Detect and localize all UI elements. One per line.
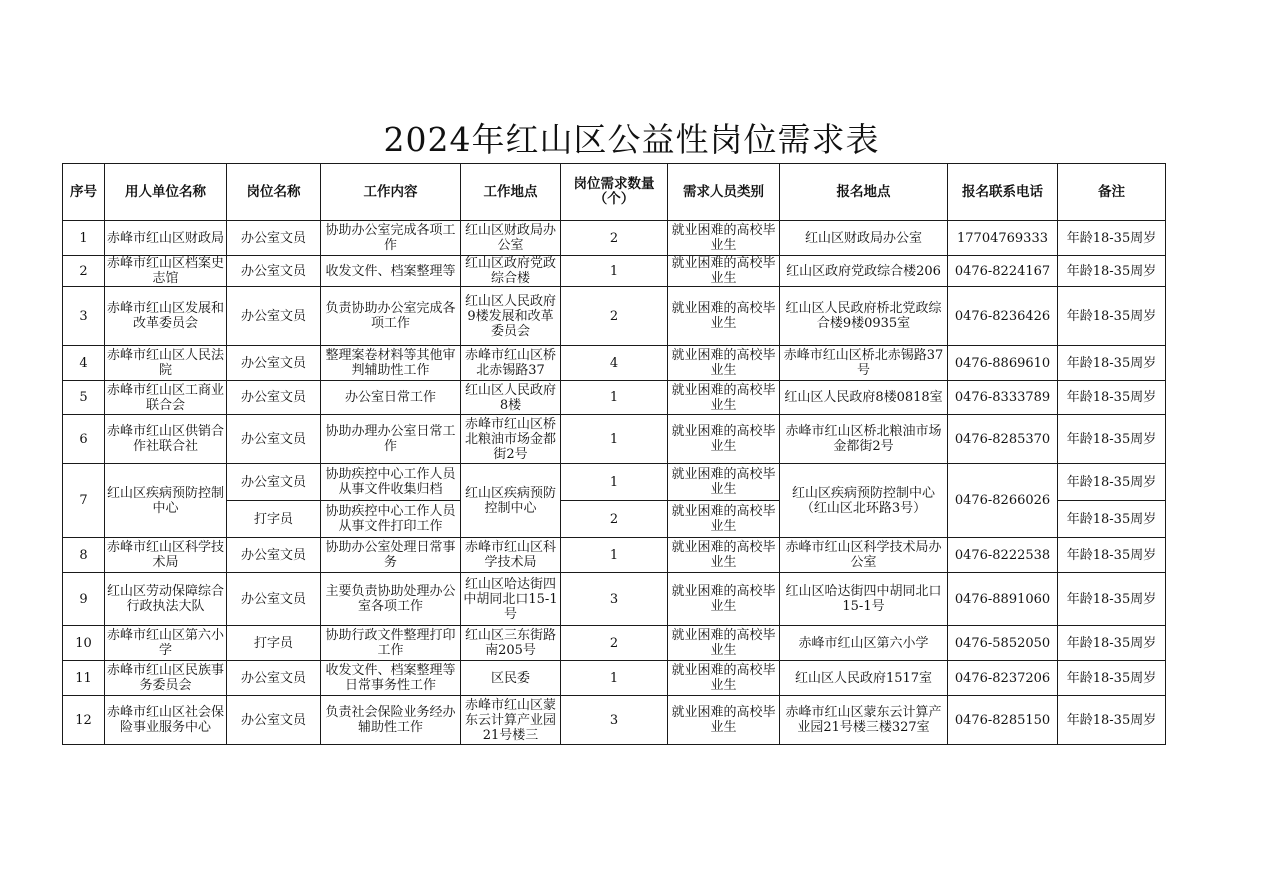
table-header-row: [63, 164, 1166, 221]
cell-reg-place: 赤峰市红山区第六小学: [780, 626, 948, 661]
header-count: 岗位需求数量（个）: [561, 164, 668, 221]
cell-phone: 0476-8285150: [948, 696, 1058, 745]
cell-location: 赤峰市红山区桥北粮油市场金都街2号: [461, 415, 561, 464]
cell-post: 办公室文员: [227, 538, 321, 573]
table-row: [63, 538, 1166, 573]
table-row: [63, 346, 1166, 381]
table-row: [63, 221, 1166, 256]
cell-content: 协助办理办公室日常工作: [321, 415, 461, 464]
cell-unit: 赤峰市红山区人民法院: [105, 346, 227, 381]
cell-count: 2: [561, 221, 668, 256]
cell-no: 1: [63, 221, 105, 256]
cell-content: 协助办公室完成各项工作: [321, 221, 461, 256]
cell-reg-place: 红山区哈达街四中胡同北口15-1号: [780, 573, 948, 626]
cell-post: 办公室文员: [227, 464, 321, 501]
cell-phone: 0476-8891060: [948, 573, 1058, 626]
cell-type: 就业困难的高校毕业生: [668, 381, 780, 415]
cell-type: 就业困难的高校毕业生: [668, 415, 780, 464]
cell-phone: 0476-8237206: [948, 661, 1058, 696]
cell-post: 办公室文员: [227, 256, 321, 287]
cell-content: 协助疾控中心工作人员从事文件打印工作: [321, 501, 461, 538]
cell-location: 区民委: [461, 661, 561, 696]
cell-unit: 赤峰市红山区档案史志馆: [105, 256, 227, 287]
cell-note: 年龄18-35周岁: [1058, 573, 1166, 626]
cell-unit: 赤峰市红山区第六小学: [105, 626, 227, 661]
cell-unit: 赤峰市红山区民族事务委员会: [105, 661, 227, 696]
cell-reg-place: 赤峰市红山区科学技术局办公室: [780, 538, 948, 573]
table-row: [63, 256, 1166, 287]
header-phone: 报名联系电话: [948, 164, 1058, 221]
table-row: [63, 464, 1166, 501]
cell-post: 办公室文员: [227, 221, 321, 256]
cell-type: 就业困难的高校毕业生: [668, 696, 780, 745]
cell-type: 就业困难的高校毕业生: [668, 464, 780, 501]
cell-reg-place: 赤峰市红山区蒙东云计算产业园21号楼三楼327室: [780, 696, 948, 745]
cell-no: 7: [63, 464, 105, 538]
cell-unit: 赤峰市红山区科学技术局: [105, 538, 227, 573]
cell-post: 办公室文员: [227, 415, 321, 464]
cell-reg-place: 红山区人民政府1517室: [780, 661, 948, 696]
cell-reg-place: 赤峰市红山区桥北粮油市场金都街2号: [780, 415, 948, 464]
cell-reg-place: 赤峰市红山区桥北赤锡路37号: [780, 346, 948, 381]
cell-no: 5: [63, 381, 105, 415]
cell-reg-place: 红山区政府党政综合楼206: [780, 256, 948, 287]
cell-no: 4: [63, 346, 105, 381]
cell-post: 办公室文员: [227, 696, 321, 745]
cell-no: 10: [63, 626, 105, 661]
cell-type: 就业困难的高校毕业生: [668, 256, 780, 287]
header-reg-place: 报名地点: [780, 164, 948, 221]
cell-note: 年龄18-35周岁: [1058, 626, 1166, 661]
cell-no: 6: [63, 415, 105, 464]
cell-note: 年龄18-35周岁: [1058, 538, 1166, 573]
table-row: [63, 696, 1166, 745]
cell-note: 年龄18-35周岁: [1058, 287, 1166, 346]
cell-location: 红山区人民政府8楼: [461, 381, 561, 415]
cell-unit: 赤峰市红山区发展和改革委员会: [105, 287, 227, 346]
cell-count: 3: [561, 573, 668, 626]
cell-count: 1: [561, 381, 668, 415]
cell-content: 收发文件、档案整理等日常事务性工作: [321, 661, 461, 696]
cell-type: 就业困难的高校毕业生: [668, 573, 780, 626]
cell-type: 就业困难的高校毕业生: [668, 501, 780, 538]
table-row: [63, 626, 1166, 661]
cell-note: 年龄18-35周岁: [1058, 464, 1166, 501]
cell-content: 负责社会保险业务经办辅助性工作: [321, 696, 461, 745]
cell-phone: 17704769333: [948, 221, 1058, 256]
document-title: 2024年红山区公益性岗位需求表: [383, 120, 880, 159]
cell-reg-place: 红山区财政局办公室: [780, 221, 948, 256]
cell-phone: 0476-8222538: [948, 538, 1058, 573]
cell-reg-place: 红山区人民政府桥北党政综合楼9楼0935室: [780, 287, 948, 346]
cell-phone: 0476-8333789: [948, 381, 1058, 415]
cell-content: 协助疾控中心工作人员从事文件收集归档: [321, 464, 461, 501]
cell-count: 1: [561, 415, 668, 464]
cell-count: 1: [561, 538, 668, 573]
cell-phone: 0476-8266026: [948, 464, 1058, 538]
cell-location: 红山区人民政府9楼发展和改革委员会: [461, 287, 561, 346]
header-content: 工作内容: [321, 164, 461, 221]
cell-location: 红山区疾病预防控制中心: [461, 464, 561, 538]
cell-count: 2: [561, 626, 668, 661]
cell-note: 年龄18-35周岁: [1058, 221, 1166, 256]
cell-phone: 0476-8224167: [948, 256, 1058, 287]
cell-note: 年龄18-35周岁: [1058, 381, 1166, 415]
cell-post: 办公室文员: [227, 287, 321, 346]
cell-location: 红山区哈达街四中胡同北口15-1号: [461, 573, 561, 626]
cell-content: 收发文件、档案整理等: [321, 256, 461, 287]
cell-unit: 赤峰市红山区供销合作社联合社: [105, 415, 227, 464]
cell-unit: 赤峰市红山区社会保险事业服务中心: [105, 696, 227, 745]
cell-phone: 0476-8869610: [948, 346, 1058, 381]
header-unit: 用人单位名称: [105, 164, 227, 221]
header-location: 工作地点: [461, 164, 561, 221]
cell-location: 赤峰市红山区桥北赤锡路37: [461, 346, 561, 381]
cell-type: 就业困难的高校毕业生: [668, 221, 780, 256]
header-note: 备注: [1058, 164, 1166, 221]
cell-post: 办公室文员: [227, 381, 321, 415]
cell-phone: 0476-5852050: [948, 626, 1058, 661]
table-row: [63, 661, 1166, 696]
cell-note: 年龄18-35周岁: [1058, 346, 1166, 381]
cell-type: 就业困难的高校毕业生: [668, 626, 780, 661]
cell-post: 打字员: [227, 501, 321, 538]
cell-content: 整理案卷材料等其他审判辅助性工作: [321, 346, 461, 381]
cell-count: 1: [561, 464, 668, 501]
cell-count: 1: [561, 661, 668, 696]
table-row: [63, 381, 1166, 415]
header-type: 需求人员类别: [668, 164, 780, 221]
cell-location: 红山区政府党政综合楼: [461, 256, 561, 287]
cell-content: 主要负责协助处理办公室各项工作: [321, 573, 461, 626]
job-demand-table: [62, 163, 1166, 745]
cell-location: 红山区财政局办公室: [461, 221, 561, 256]
cell-post: 办公室文员: [227, 573, 321, 626]
cell-type: 就业困难的高校毕业生: [668, 538, 780, 573]
cell-no: 12: [63, 696, 105, 745]
cell-content: 协助办公室处理日常事务: [321, 538, 461, 573]
header-post: 岗位名称: [227, 164, 321, 221]
cell-count: 2: [561, 501, 668, 538]
table-row: [63, 287, 1166, 346]
cell-no: 2: [63, 256, 105, 287]
cell-phone: 0476-8236426: [948, 287, 1058, 346]
cell-post: 打字员: [227, 626, 321, 661]
cell-unit: 红山区劳动保障综合行政执法大队: [105, 573, 227, 626]
cell-content: 办公室日常工作: [321, 381, 461, 415]
table-row: [63, 415, 1166, 464]
cell-content: 负责协助办公室完成各项工作: [321, 287, 461, 346]
cell-type: 就业困难的高校毕业生: [668, 346, 780, 381]
table-row: [63, 573, 1166, 626]
header-no: 序号: [63, 164, 105, 221]
cell-note: 年龄18-35周岁: [1058, 256, 1166, 287]
cell-post: 办公室文员: [227, 346, 321, 381]
cell-post: 办公室文员: [227, 661, 321, 696]
cell-note: 年龄18-35周岁: [1058, 415, 1166, 464]
cell-unit: 红山区疾病预防控制中心: [105, 464, 227, 538]
cell-reg-place: 红山区疾病预防控制中心（红山区北环路3号）: [780, 464, 948, 538]
cell-note: 年龄18-35周岁: [1058, 696, 1166, 745]
cell-location: 赤峰市红山区蒙东云计算产业园21号楼三: [461, 696, 561, 745]
cell-count: 3: [561, 696, 668, 745]
cell-count: 1: [561, 256, 668, 287]
cell-type: 就业困难的高校毕业生: [668, 287, 780, 346]
cell-count: 4: [561, 346, 668, 381]
cell-no: 3: [63, 287, 105, 346]
cell-reg-place: 红山区人民政府8楼0818室: [780, 381, 948, 415]
cell-count: 2: [561, 287, 668, 346]
cell-location: 赤峰市红山区科学技术局: [461, 538, 561, 573]
cell-unit: 赤峰市红山区财政局: [105, 221, 227, 256]
cell-type: 就业困难的高校毕业生: [668, 661, 780, 696]
cell-note: 年龄18-35周岁: [1058, 501, 1166, 538]
cell-no: 11: [63, 661, 105, 696]
cell-no: 8: [63, 538, 105, 573]
cell-content: 协助行政文件整理打印工作: [321, 626, 461, 661]
cell-no: 9: [63, 573, 105, 626]
cell-phone: 0476-8285370: [948, 415, 1058, 464]
cell-note: 年龄18-35周岁: [1058, 661, 1166, 696]
cell-location: 红山区三东街路南205号: [461, 626, 561, 661]
cell-unit: 赤峰市红山区工商业联合会: [105, 381, 227, 415]
